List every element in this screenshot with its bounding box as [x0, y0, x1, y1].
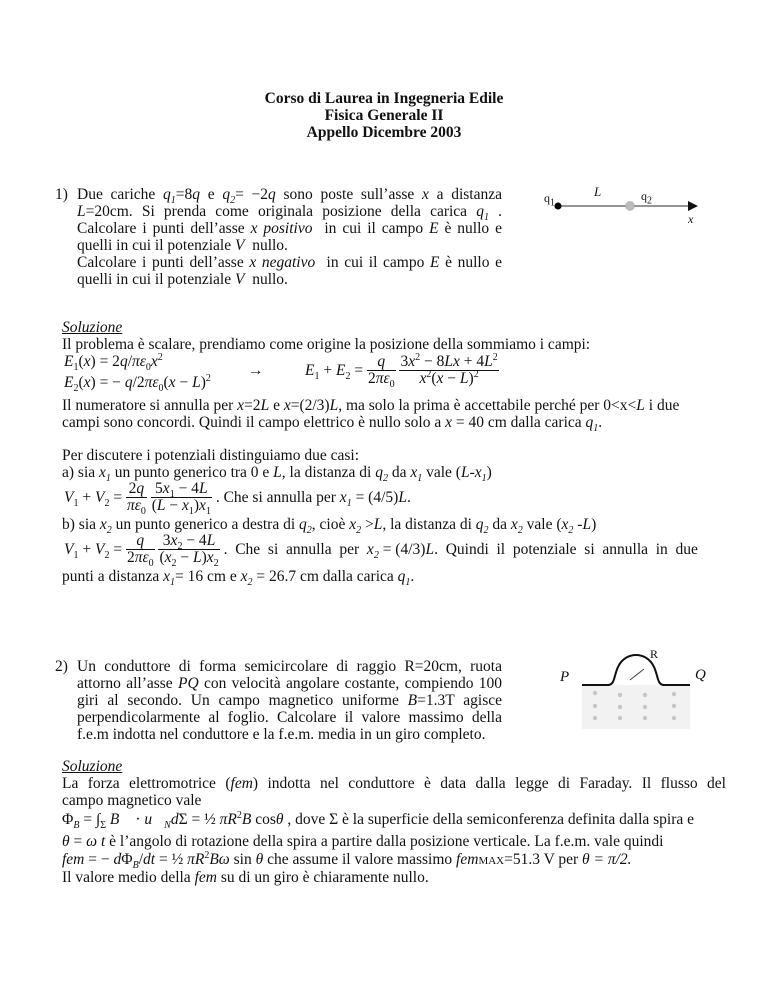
solution-1-potentials-intro: Per discutere i potenziali distinguiamo due casi: [62, 447, 360, 464]
problem-1-line: quelli in cui il potenziale V nullo. [77, 237, 288, 254]
problem-1-line: Calcolare i punti dell’asse x positivo in cui il campo E è nullo e [77, 220, 502, 237]
solution-1-heading: Soluzione [62, 319, 123, 336]
case-a-text: a) sia $x_1$ un punto generico tra 0 e L, la distanza di $q_2$ da $x_1$ vale $(L-x_1)$ [62, 464, 492, 485]
label-q1: $q_1$ [544, 191, 555, 209]
problem-2-line: f.e.m indotta nel conduttore e la f.e.m. media in un giro completo. [77, 726, 486, 743]
solution-1-conclusion: punti a distanza $x_1= 16$ cm e $x_2 = 26.7$ cm dalla carica $q_1$. [62, 568, 415, 589]
solution-1-intro: Il problema è scalare, prendiamo come origine la posizione della sommiamo i campi: [62, 336, 591, 353]
course-title: Corso di Laurea in Ingegneria Edile [264, 90, 504, 107]
problem-2-number: 2) [55, 658, 68, 675]
label-Q: Q [695, 667, 706, 683]
label-x: x [688, 212, 694, 226]
problem-2-line: giri al secondo. Un campo magnetico uniforme B=1.3T agisce [77, 692, 502, 709]
case-b-text: b) sia $x_2$ un punto generico a destra di $q_2$, cioè $x_2 >L$, la distanza di $q_2$ da $x_2$ vale ($x_2$ -L) [62, 516, 597, 537]
solution-1-para-line: Il numeratore si annulla per x=2L e x=(2/3)L, ma solo la prima è accettabile perché per 0<x<L i due [62, 397, 680, 414]
problem-1-line: Calcolare i punti dell’asse x negativo in cui il campo E è nullo e [77, 254, 503, 271]
problem-1-line: L=20cm. Si prenda come originala posizione della carica $q_1$ . [77, 203, 503, 224]
label-P: P [560, 669, 570, 685]
semicircle-conductor-diagram [560, 645, 720, 745]
problem-1-number: 1) [55, 186, 68, 203]
problem-2-line: perpendicolarmente al foglio. Calcolare il valore massimo della [77, 709, 502, 726]
problem-2-line: Un conduttore di forma semicircolare di raggio R=20cm, ruota [77, 658, 502, 675]
solution-2-conclusion: Il valore medio della fem su di un giro è chiaramente nullo. [62, 869, 429, 886]
charges-diagram [544, 184, 708, 230]
equation-fem: fem = − $d\Phi_B/dt$ = ½ $\pi R^2B\omega$ sin θ che assume il valore massimo femMAX=51.3 V per θ = π/2. [62, 849, 632, 872]
solution-2-heading: Soluzione [62, 758, 123, 775]
solution-2-line: La forza elettromotrice (fem) indotta nel conduttore è data dalla legge di Faraday. Il flusso del [62, 775, 726, 792]
equation-E-sum: $E_1 + E_2$ = $\frac{q}{2\pi\varepsilon_0}$ $\frac{3x^2 - 8Lx + 4L^2}{x^2(x - L)^2}$ [305, 351, 498, 391]
problem-2-line: attorno all’asse PQ con velocità angolare costante, compiendo 100 [77, 675, 503, 692]
problem-1-line: Due cariche $q_1=8q$ e $q_2= -2q$ sono poste sull’asse x a distanza [77, 186, 502, 207]
solution-1-para-line: campi sono concordi. Quindi il campo elettrico è nullo solo a x = 40 cm dalla carica $q_1$. [62, 414, 603, 435]
label-R: R [650, 647, 659, 661]
problem-2-text [77, 658, 502, 743]
equation-E1: $E_1(x) = 2q/\pi\varepsilon_0x^2$ [64, 351, 163, 374]
charges-axis-figure [548, 186, 708, 230]
label-L: L [594, 184, 602, 199]
label-q2: $q_2$ [641, 189, 652, 207]
equation-flux: $\Phi_B = \int_\Sigma$ B⃗ · $u⃗_Nd\Sigma$ = ½ $\pi R^2B$ cosθ , dove Σ è la superficie della semiconferenza definita dalla spira e [62, 809, 695, 832]
equation-E2: $E_2(x)$ = − $q/2\pi\varepsilon_0(x - L)^2$ [64, 372, 211, 395]
equation-case-b: $V_1 + V_2$ = $\frac{q}{2\pi\varepsilon_0}$ $\frac{3x_2 - 4L}{(x_2 - L)x_2}$ . Che si annulla per $x_2 = (4/3)L$. Quindi il potenziale si annulla in due [64, 532, 698, 570]
solution-2-line: campo magnetico vale [62, 792, 202, 809]
equation-case-a: $V_1 + V_2$ = $\frac{2q}{\pi\varepsilon_0}$ $\frac{5x_1 - 4L}{(L - x_1)x_1}$ . Che si annulla per $x_1 = (4/5)L$. [64, 480, 411, 518]
problem-1-text [77, 186, 502, 288]
problem-1-line: quelli in cui il potenziale V nullo. [77, 271, 288, 288]
exam-date-title: Appello Dicembre 2003 [306, 124, 462, 141]
subject-title: Fisica Generale II [324, 107, 444, 124]
implies-arrow: → [248, 362, 264, 379]
conductor-figure [560, 645, 720, 745]
solution-2-line: θ = ω t è l’angolo di rotazione della spira a partire dalla posizione verticale. La f.e.m. vale quindi [62, 833, 664, 850]
